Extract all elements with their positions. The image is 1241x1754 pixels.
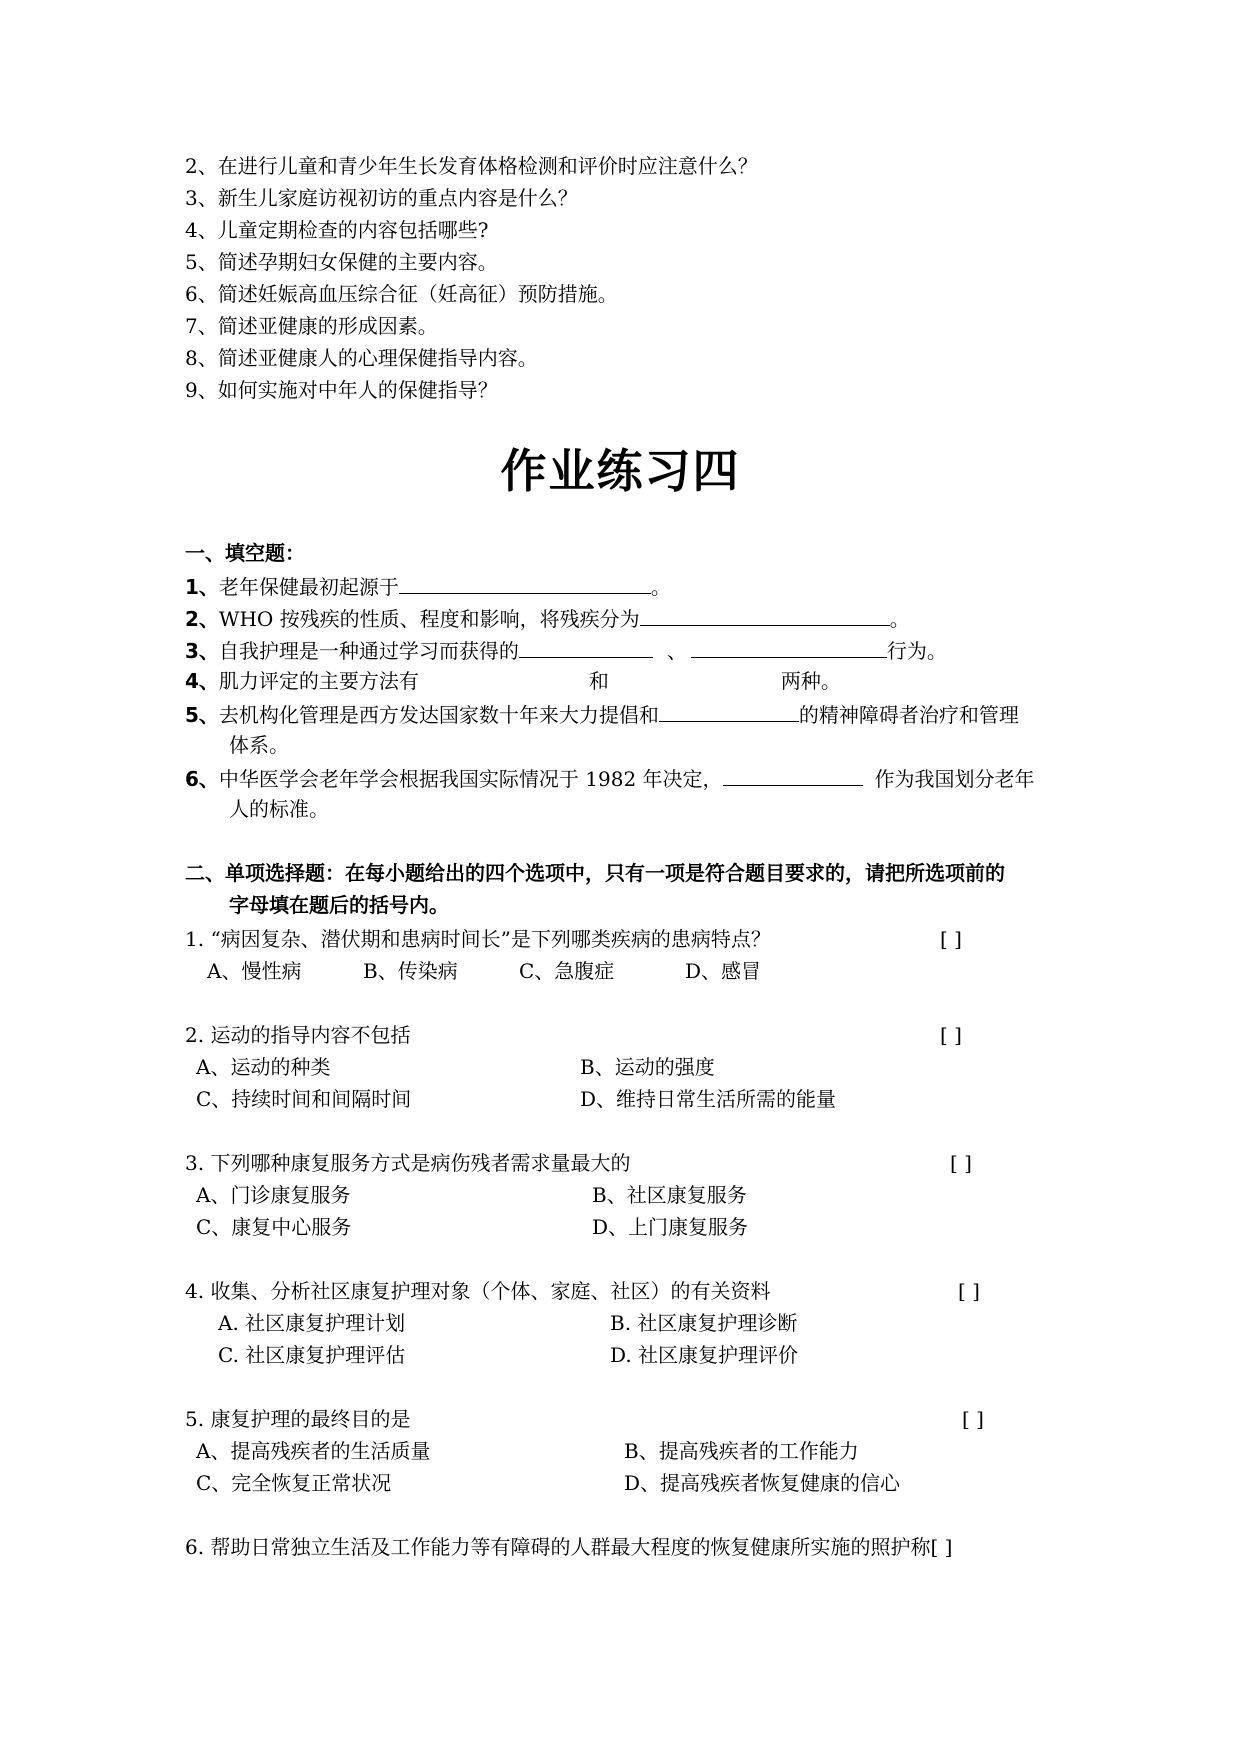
answer-bracket-6[interactable]: [ ] (930, 1535, 953, 1559)
question-text: 肌力评定的主要方法有 (218, 669, 419, 693)
question-end: 两种。 (780, 669, 841, 693)
fill-question-2 (185, 607, 910, 629)
question-number: 1、 (185, 575, 219, 599)
question-number: 2、 (185, 607, 219, 631)
option-3d[interactable]: D、上门康复服务 (592, 1215, 749, 1239)
answer-blank-2[interactable] (691, 639, 887, 658)
option-1b[interactable]: B、传染病 (363, 959, 458, 983)
prev-question-9: 9、如何实施对中年人的保健指导？ (185, 378, 498, 402)
mc-question-1-stem: 1. “病因复杂、潜伏期和患病时间长”是下列哪类疾病的患病特点？ (185, 927, 771, 951)
option-4d[interactable]: D. 社区康复护理评价 (610, 1343, 799, 1367)
option-4a[interactable]: A. 社区康复护理计划 (218, 1311, 406, 1335)
fill-question-5 (185, 703, 1019, 725)
option-3a[interactable]: A、门诊康复服务 (196, 1183, 351, 1207)
prev-question-7: 7、简述亚健康的形成因素。 (185, 314, 438, 338)
question-number: 5、 (185, 703, 219, 727)
question-number: 3、 (185, 639, 219, 663)
mc-question-3-stem: 3. 下列哪种康复服务方式是病伤残者需求量最大的 (185, 1151, 631, 1175)
question-text: 中华医学会老年学会根据我国实际情况于 1982 年决定， (218, 767, 723, 791)
option-4c[interactable]: C. 社区康复护理评估 (218, 1343, 406, 1367)
section1-heading: 一、填空题： (185, 541, 305, 565)
option-4b[interactable]: B. 社区康复护理诊断 (610, 1311, 798, 1335)
question-end: 。 (889, 607, 910, 631)
option-1c[interactable]: C、急腹症 (519, 959, 615, 983)
question-number: 6、 (185, 767, 219, 791)
question-end: 的精神障碍者治疗和管理 (798, 703, 1019, 727)
option-5a[interactable]: A、提高残疾者的生活质量 (196, 1439, 431, 1463)
answer-bracket-2[interactable]: [ ] (940, 1023, 962, 1047)
fill-question-4 (185, 671, 841, 691)
option-2d[interactable]: D、维持日常生活所需的能量 (580, 1087, 837, 1111)
question-text: 老年保健最初起源于 (218, 575, 399, 599)
mc-question-4-stem: 4. 收集、分析社区康复护理对象（个体、家庭、社区）的有关资料 (185, 1279, 771, 1303)
answer-blank-1[interactable] (519, 639, 653, 658)
question-text: 6. 帮助日常独立生活及工作能力等有障碍的人群最大程度的恢复健康所实施的照护称 (185, 1535, 931, 1559)
question-number: 4、 (185, 669, 219, 693)
answer-blank[interactable] (659, 703, 799, 722)
question-end: 行为。 (886, 639, 947, 663)
prev-question-3: 3、新生儿家庭访视初访的重点内容是什么？ (185, 186, 578, 210)
section2-heading-line2: 字母填在题后的括号内。 (229, 893, 449, 917)
question-text: 去机构化管理是西方发达国家数十年来大力提倡和 (218, 703, 659, 727)
fill-question-6 (185, 767, 1035, 789)
answer-bracket-4[interactable]: [ ] (958, 1279, 980, 1303)
mc-question-2-stem: 2. 运动的指导内容不包括 (185, 1023, 411, 1047)
fill-question-5-continuation: 体系。 (229, 733, 289, 757)
prev-question-4: 4、儿童定期检查的内容包括哪些? (185, 218, 489, 242)
prev-question-6: 6、简述妊娠高血压综合征（妊高征）预防措施。 (185, 282, 618, 306)
option-3c[interactable]: C、康复中心服务 (196, 1215, 352, 1239)
question-text: 自我护理是一种通过学习而获得的 (218, 639, 519, 663)
option-5b[interactable]: B、提高残疾者的工作能力 (624, 1439, 859, 1463)
page-title: 作业练习四 (500, 444, 741, 498)
answer-blank[interactable] (723, 767, 863, 786)
question-separator: 、 (666, 639, 687, 663)
option-5d[interactable]: D、提高残疾者恢复健康的信心 (624, 1471, 901, 1495)
answer-bracket-3[interactable]: [ ] (950, 1151, 972, 1175)
prev-question-5: 5、简述孕期妇女保健的主要内容。 (185, 250, 498, 274)
prev-question-8: 8、简述亚健康人的心理保健指导内容。 (185, 346, 538, 370)
question-middle: 和 (588, 669, 609, 693)
option-5c[interactable]: C、完全恢复正常状况 (196, 1471, 392, 1495)
option-2c[interactable]: C、持续时间和间隔时间 (196, 1087, 412, 1111)
option-1d[interactable]: D、感冒 (685, 959, 762, 983)
answer-bracket-5[interactable]: [ ] (962, 1407, 984, 1431)
option-2b[interactable]: B、运动的强度 (580, 1055, 715, 1079)
answer-blank[interactable] (640, 607, 890, 626)
section2-heading-line1: 二、单项选择题：在每小题给出的四个选项中，只有一项是符合题目要求的，请把所选项前的 (185, 861, 1005, 885)
option-3b[interactable]: B、社区康复服务 (592, 1183, 747, 1207)
fill-question-3 (185, 639, 947, 661)
fill-question-6-continuation: 人的标准。 (229, 797, 329, 821)
answer-blank[interactable] (399, 575, 651, 594)
question-end: 作为我国划分老年 (874, 767, 1035, 791)
mc-question-6-stem (185, 1537, 952, 1557)
question-text: WHO 按残疾的性质、程度和影响，将残疾分为 (218, 607, 640, 631)
option-2a[interactable]: A、运动的种类 (196, 1055, 331, 1079)
question-end: 。 (650, 575, 671, 599)
mc-question-5-stem: 5. 康复护理的最终目的是 (185, 1407, 411, 1431)
fill-question-1 (185, 575, 671, 597)
prev-question-2: 2、在进行儿童和青少年生长发育体格检测和评价时应注意什么？ (185, 154, 758, 178)
answer-bracket-1[interactable]: [ ] (940, 927, 962, 951)
option-1a[interactable]: A、慢性病 (207, 959, 302, 983)
